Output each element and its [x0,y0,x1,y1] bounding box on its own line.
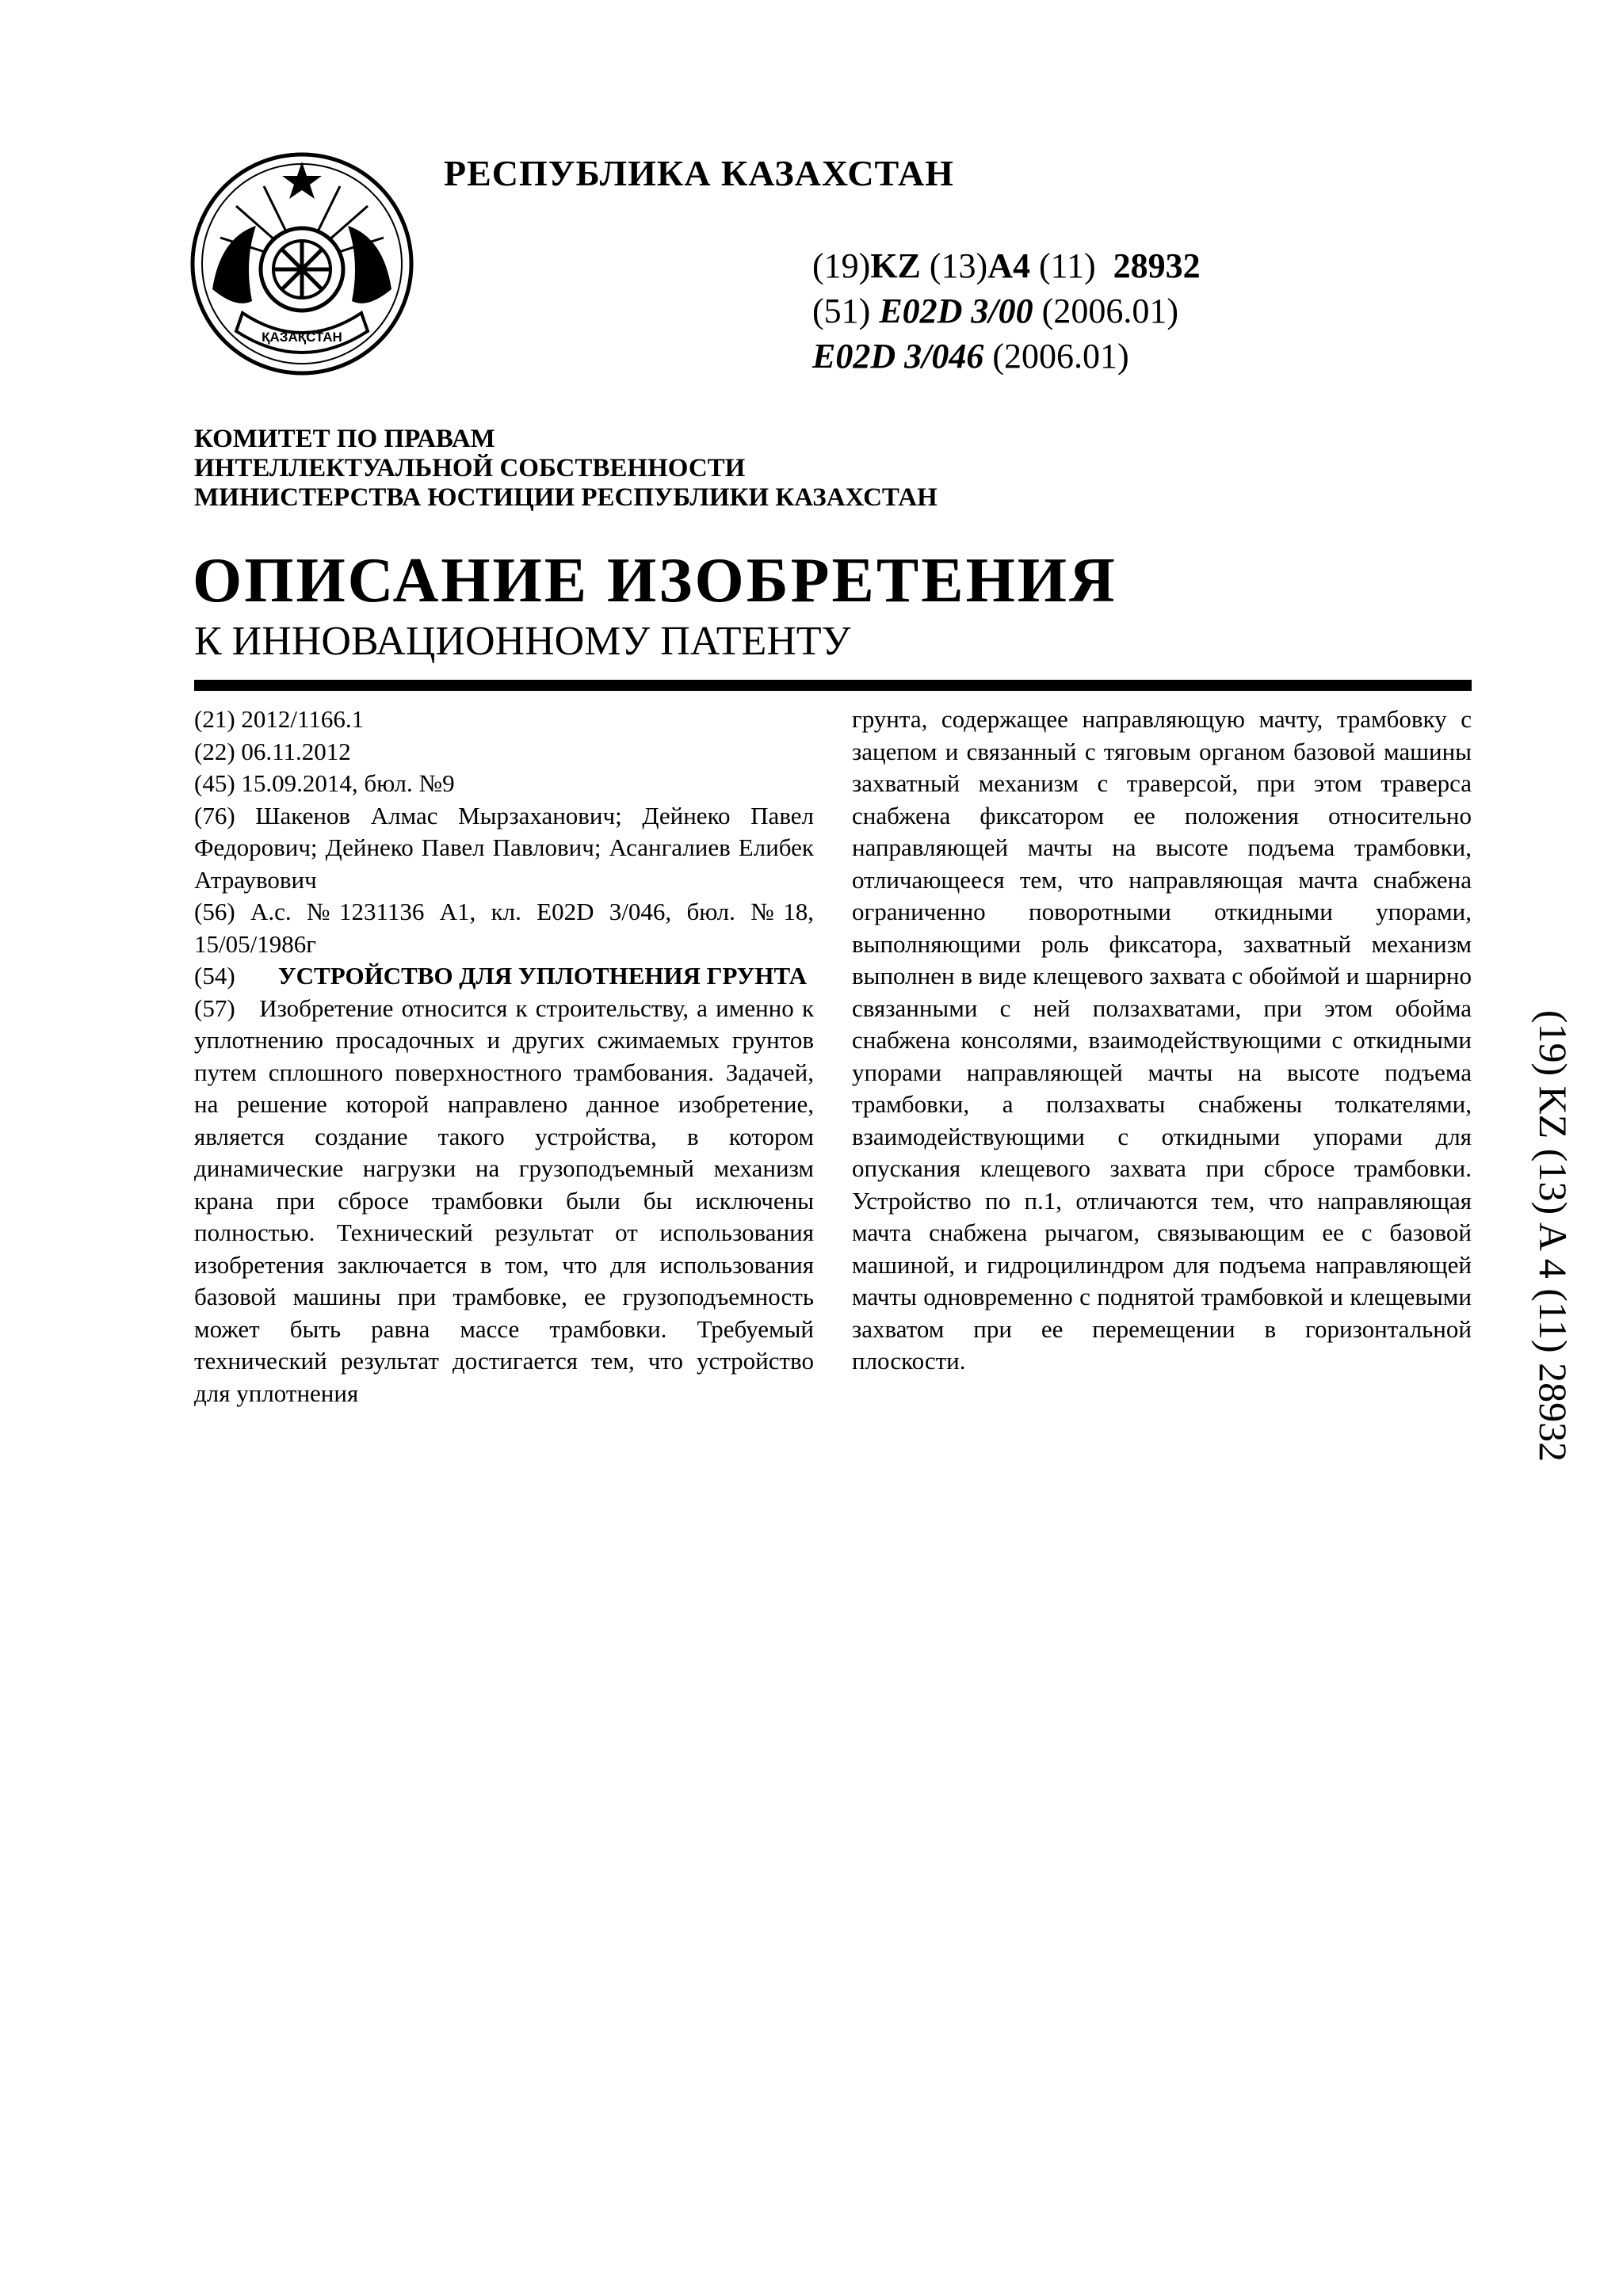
kazakhstan-emblem [189,151,415,377]
field-56-prior-art: (56) А.с. №1231136 А1, кл. E02D 3/046, бюл. №18, 15/05/1986г [194,898,814,958]
republic-heading: РЕСПУБЛИКА КАЗАХСТАН [444,153,954,193]
svg-text:ҚАЗАҚСТАН: ҚАЗАҚСТАН [262,330,342,345]
abstract-continued: грунта, содержащее направляющую мачту, трамбовку с зацепом и связанный с тяговым органом базовой машины захватный механизм с траверсой, при этом траверса снабжена фиксатором ее положения относительно направляющей мачты на высоте подъема трамбовки, отличающееся тем, что направляющая мачта снабжена ограниченно поворотными откидными упорами, выполняющими роль фиксатора, захватный механизм выполнен в виде клещевого захвата с обоймой и шарнирно связанными с ней ползахватами, при этом обойма снабжена консолями, взаимодействующими с откидными упорами направляющей мачты на высоте подъема трамбовки, а ползахваты снабжены толкателями, взаимодействующими с откидными упорами для опускания клещевого захвата при сбросе трамбовки. Устройство по п.1, отличаются тем, что направляющая мачта снабжена рычагом, связывающим ее с базовой машиной, и гидроцилиндром для подъема направляющей мачты одновременно с поднятой трамбовкой и клещевыми захватом при ее перемещении в горизонтальной плоскости. [852,705,1472,1375]
committee-line: ИНТЕЛЛЕКТУАЛЬНОЙ СОБСТВЕННОСТИ [194,454,746,482]
vertical-document-code: (19) KZ (13) A 4 (11) 28932 [1531,1009,1575,1463]
document-title: ОПИСАНИЕ ИЗОБРЕТЕНИЯ [193,546,1117,616]
patent-number: 28932 [1113,246,1201,285]
left-column [194,704,814,1409]
committee-line: МИНИСТЕРСТВА ЮСТИЦИИ РЕСПУБЛИКИ КАЗАХСТАН [194,483,938,512]
ipc-line-1: (51) E02D 3/00 (2006.01) [812,292,1178,330]
field-57-abstract: (57) Изобретение относится к строительству, а именно к уплотнению просадочных и других сжимаемых грунтов путем сплошного поверхностного трамбования. Задачей, на решение которой направлено данное изобретение, является создание такого устройства, в котором динамические нагрузки на грузоподъемный механизм крана при сбросе трамбовки были бы исключены полностью. Технический результат от использования изобретения заключается в том, что для использования базовой машины при трамбовке, ее грузоподъемность может быть равна массе трамбовки. Требуемый технический результат достигается тем, что устройство для уплотнения [194,994,814,1407]
committee-line: КОМИТЕТ ПО ПРАВАМ [194,425,495,453]
ipc-line-2: E02D 3/046 (2006.01) [812,337,1129,376]
document-codes-line: (19)KZ (13)A4 (11) 28932 [812,246,1201,285]
field-22: (22) 06.11.2012 [194,737,351,765]
document-subtitle: К ИННОВАЦИОННОМУ ПАТЕНТУ [194,619,851,664]
field-21: (21) 2012/1166.1 [194,705,365,733]
right-column [852,704,1472,1378]
field-76-inventors: (76) Шакенов Алмас Мырзаханович; Дейнеко Павел Федорович; Дейнеко Павел Павлович; Асангалиев Елибек Атраувович [194,801,814,894]
field-45: (45) 15.09.2014, бюл. №9 [194,769,455,797]
title-rule [194,680,1472,691]
field-54-title: (54) УСТРОЙСТВО ДЛЯ УПЛОТНЕНИЯ ГРУНТА [194,962,808,990]
